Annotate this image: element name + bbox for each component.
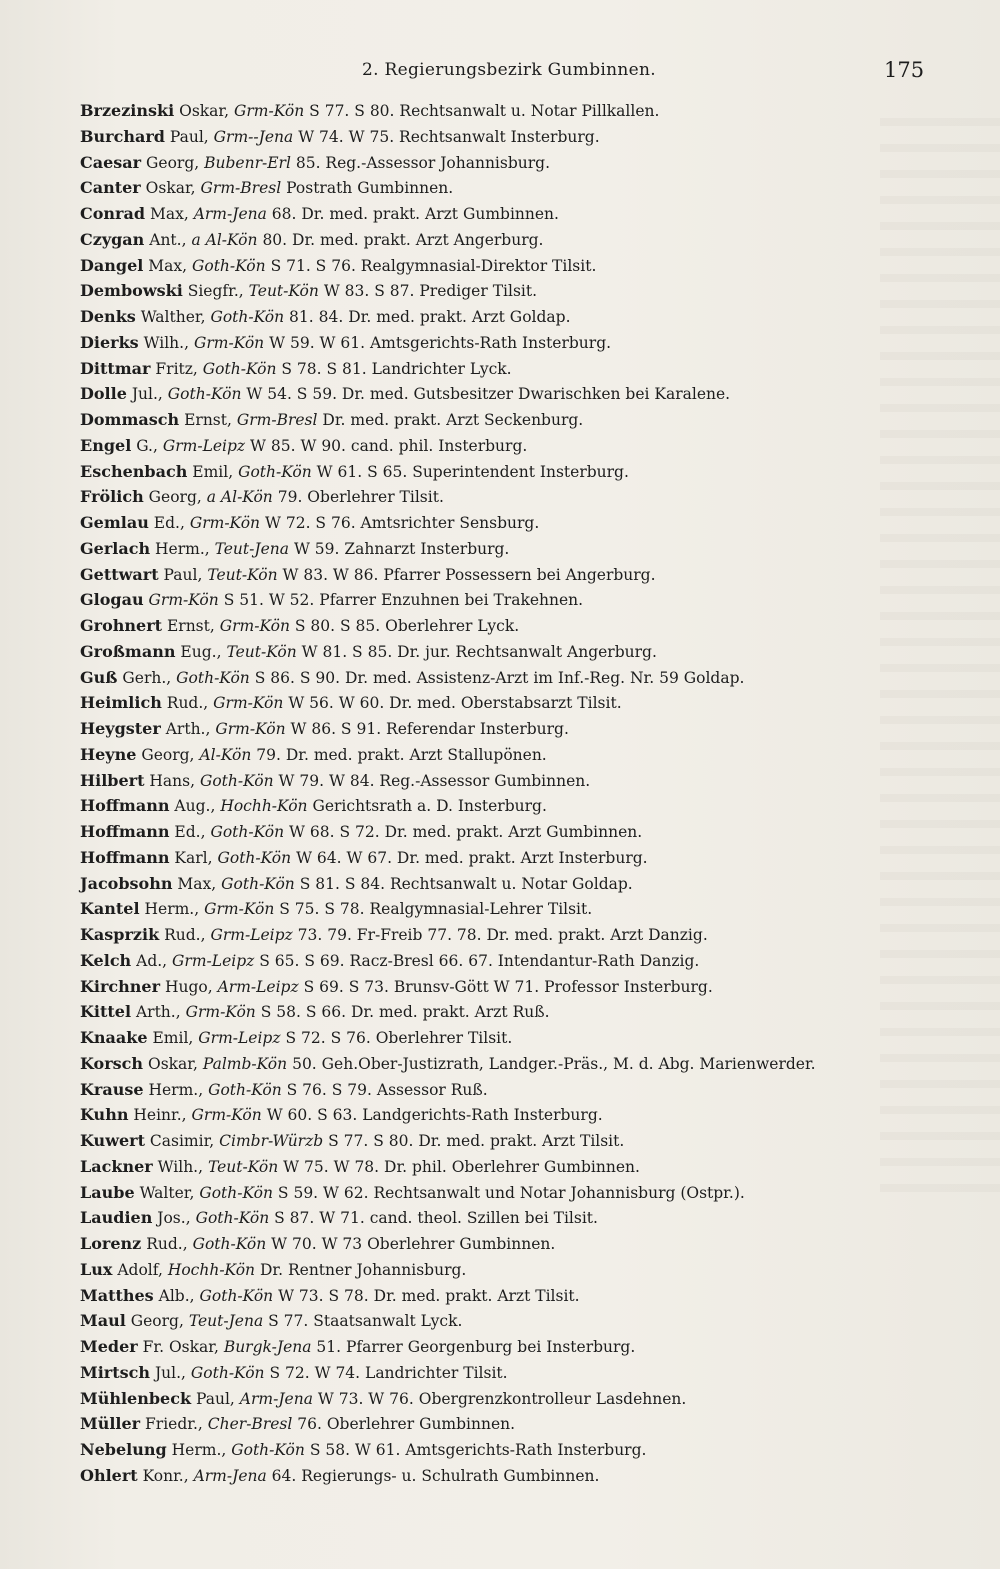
list-item xyxy=(80,227,980,253)
entry-surname: Gemlau xyxy=(80,513,149,532)
list-item xyxy=(80,124,980,150)
list-item xyxy=(80,1102,980,1128)
entry-surname: Glogau xyxy=(80,590,144,610)
entry-affiliation: Goth-Kön xyxy=(221,874,295,893)
entry-given-name: Heinr., xyxy=(133,1106,187,1125)
entry-affiliation: Goth-Kön xyxy=(191,256,266,275)
entry-surname: Denks xyxy=(80,307,136,326)
entry-affiliation: Burgk-Jena xyxy=(223,1338,312,1356)
entry-affiliation: Goth-Kön xyxy=(217,848,292,867)
entry-surname: Mühlenbeck xyxy=(80,1388,192,1408)
entry-affiliation: Grm-Kön xyxy=(189,514,261,532)
entry-surname: Maul xyxy=(80,1311,126,1331)
entry-given-name: Herm., xyxy=(148,1080,204,1099)
entry-detail: W 56. W 60. Dr. med. Oberstabsarzt Tilsit. xyxy=(288,694,622,713)
entry-affiliation: Grm-Kön xyxy=(148,591,219,610)
entry-given-name: Wilh., xyxy=(157,1157,204,1176)
entry-detail: W 74. W 75. Rechtsanwalt Insterburg. xyxy=(298,127,600,146)
entry-surname: Conrad xyxy=(80,204,146,223)
entry-detail: S 71. S 76. Realgymnasial-Direktor Tilsit. xyxy=(270,256,597,275)
entry-affiliation: Hochh-Kön xyxy=(220,797,308,816)
list-item xyxy=(80,665,980,691)
list-item xyxy=(80,304,980,330)
entry-given-name: Jos., xyxy=(157,1209,191,1228)
entry-affiliation: Grm-Leipz xyxy=(162,436,246,455)
list-item xyxy=(80,1411,980,1437)
entry-affiliation: Goth-Kön xyxy=(210,823,285,841)
list-item xyxy=(80,150,980,176)
entry-surname: Laudien xyxy=(80,1208,153,1228)
entry-given-name: Georg, xyxy=(130,1312,184,1331)
entry-affiliation: a Al-Kön xyxy=(206,488,273,507)
entry-detail: S 69. S 73. Brunsv-Gött W 71. Professor Insterburg. xyxy=(303,977,713,996)
entry-affiliation: Teut-Kön xyxy=(248,282,319,301)
entry-given-name: Casimir, xyxy=(149,1132,215,1150)
entry-given-name: Emil, xyxy=(192,462,234,481)
list-item xyxy=(80,587,980,613)
list-item xyxy=(80,356,980,382)
entry-detail: S 80. S 85. Oberlehrer Lyck. xyxy=(294,617,520,635)
entry-affiliation: Cher-Bresl xyxy=(207,1415,293,1434)
entry-given-name: Max, xyxy=(148,256,188,275)
list-item xyxy=(80,639,980,665)
list-item xyxy=(80,922,980,948)
entry-given-name: Herm., xyxy=(171,1441,227,1459)
entry-given-name: Eug., xyxy=(180,642,222,661)
entry-given-name: Arth., xyxy=(165,720,211,738)
entry-given-name: Aug., xyxy=(174,797,216,816)
entry-detail: 79. Dr. med. prakt. Arzt Stallupönen. xyxy=(256,745,547,764)
entry-given-name: Herm., xyxy=(155,539,210,558)
list-item xyxy=(80,1025,980,1051)
entry-given-name: Herm., xyxy=(144,900,200,919)
list-item xyxy=(80,845,980,871)
entry-detail: 81. 84. Dr. med. prakt. Arzt Goldap. xyxy=(289,308,571,326)
entry-given-name: Konr., xyxy=(142,1466,189,1485)
entry-surname: Eschenbach xyxy=(80,461,188,481)
entry-surname: Lackner xyxy=(80,1156,153,1176)
list-item xyxy=(80,407,980,433)
entry-detail: S 86. S 90. Dr. med. Assistenz-Arzt im Inf.-Reg. Nr. 59 Goldap. xyxy=(254,668,745,687)
list-item xyxy=(80,819,980,845)
list-item xyxy=(80,716,980,742)
list-item xyxy=(80,175,980,201)
entry-detail: W 73. S 78. Dr. med. prakt. Arzt Tilsit. xyxy=(278,1286,580,1305)
entry-surname: Meder xyxy=(80,1337,138,1356)
entry-surname: Heygster xyxy=(80,719,161,738)
entry-detail: W 75. W 78. Dr. phil. Oberlehrer Gumbinnen. xyxy=(283,1157,640,1176)
entry-affiliation: Teut-Kön xyxy=(207,1157,279,1176)
entry-detail: W 72. S 76. Amtsrichter Sensburg. xyxy=(264,514,540,532)
entry-detail: S 81. S 84. Rechtsanwalt u. Notar Goldap. xyxy=(299,874,633,893)
entry-affiliation: Grm-Kön xyxy=(215,720,286,738)
list-item xyxy=(80,1154,980,1180)
list-item xyxy=(80,510,980,536)
page-header xyxy=(0,58,1000,88)
entry-surname: Matthes xyxy=(80,1285,154,1305)
entry-surname: Czygan xyxy=(80,229,145,249)
entry-surname: Kuwert xyxy=(80,1131,145,1150)
entry-given-name: Alb., xyxy=(158,1286,195,1305)
entry-affiliation: Grm-Kön xyxy=(213,694,284,713)
entry-detail: W 86. S 91. Referendar Insterburg. xyxy=(290,720,569,738)
list-item xyxy=(80,690,980,716)
entry-given-name: Georg, xyxy=(148,488,202,507)
entry-detail: W 70. W 73 Oberlehrer Gumbinnen. xyxy=(271,1235,556,1253)
entry-detail: W 54. S 59. Dr. med. Gutsbesitzer Dwarischken bei Karalene. xyxy=(246,385,731,404)
entry-affiliation: Goth-Kön xyxy=(195,1209,270,1228)
entry-given-name: Oskar, xyxy=(147,1054,198,1073)
entry-given-name: Fr. Oskar, xyxy=(142,1338,219,1356)
entry-affiliation: Goth-Kön xyxy=(199,1183,273,1202)
entry-surname: Hoffmann xyxy=(80,822,170,841)
entry-detail: 79. Oberlehrer Tilsit. xyxy=(277,488,444,507)
entry-detail: Dr. med. prakt. Arzt Seckenburg. xyxy=(322,411,584,429)
entry-detail: 68. Dr. med. prakt. Arzt Gumbinnen. xyxy=(271,205,559,223)
entry-affiliation: Grm-Leipz xyxy=(172,951,255,970)
entry-given-name: Ernst, xyxy=(166,617,215,635)
entry-given-name: Fritz, xyxy=(155,359,198,378)
entry-given-name: Oskar, xyxy=(179,102,230,120)
entry-given-name: Adolf, xyxy=(117,1260,163,1279)
entry-detail: W 85. W 90. cand. phil. Insterburg. xyxy=(250,436,528,455)
list-item xyxy=(80,201,980,227)
entry-affiliation: Goth-Kön xyxy=(190,1363,265,1382)
entry-detail: W 59. W 61. Amtsgerichts-Rath Insterburg. xyxy=(269,333,612,352)
list-item xyxy=(80,381,980,407)
entry-given-name: Friedr., xyxy=(145,1415,203,1434)
entry-detail: S 51. W 52. Pfarrer Enzuhnen bei Trakehnen. xyxy=(223,591,584,610)
entry-affiliation: Grm-Kön xyxy=(191,1106,262,1125)
list-item xyxy=(80,536,980,562)
entry-affiliation: Goth-Kön xyxy=(202,359,277,378)
entry-affiliation: Goth-Kön xyxy=(238,462,312,481)
entry-given-name: Walther, xyxy=(140,308,206,326)
entry-given-name: Max, xyxy=(149,205,189,223)
member-list xyxy=(80,98,980,1489)
entry-given-name: G., xyxy=(136,436,158,455)
entry-detail: S 58. S 66. Dr. med. prakt. Arzt Ruß. xyxy=(260,1003,550,1022)
entry-given-name: Max, xyxy=(177,874,217,893)
entry-detail: 80. Dr. med. prakt. Arzt Angerburg. xyxy=(262,230,544,249)
list-item xyxy=(80,1283,980,1309)
entry-affiliation: Goth-Kön xyxy=(210,308,285,326)
entry-surname: Korsch xyxy=(80,1053,144,1073)
entry-affiliation: Teut-Jena xyxy=(214,539,289,558)
entry-surname: Kantel xyxy=(80,899,140,919)
entry-surname: Dittmar xyxy=(80,358,151,378)
list-item xyxy=(80,742,980,768)
entry-detail: S 76. S 79. Assessor Ruß. xyxy=(286,1080,488,1099)
entry-affiliation: Bubenr-Erl xyxy=(204,153,291,172)
entry-surname: Grohnert xyxy=(80,616,163,635)
entry-surname: Brzezinski xyxy=(80,101,175,120)
entry-detail: W 64. W 67. Dr. med. prakt. Arzt Insterburg. xyxy=(296,848,648,867)
entry-surname: Dembowski xyxy=(80,281,183,301)
entry-detail: W 83. S 87. Prediger Tilsit. xyxy=(323,282,538,301)
entry-detail: W 59. Zahnarzt Insterburg. xyxy=(293,539,510,558)
list-item xyxy=(80,278,980,304)
list-item xyxy=(80,330,980,356)
entry-affiliation: Grm-Kön xyxy=(204,900,275,919)
entry-surname: Jacobsohn xyxy=(80,873,173,893)
entry-given-name: Paul, xyxy=(169,127,209,146)
entry-surname: Heyne xyxy=(80,744,137,764)
entry-affiliation: Teut-Kön xyxy=(207,565,278,584)
entry-given-name: Jul., xyxy=(131,385,163,404)
entry-surname: Nebelung xyxy=(80,1440,167,1459)
entry-affiliation: Grm-Kön xyxy=(219,617,290,635)
list-item xyxy=(80,1334,980,1360)
entry-surname: Burchard xyxy=(80,126,165,146)
list-item xyxy=(80,1308,980,1334)
entry-surname: Mirtsch xyxy=(80,1362,150,1382)
entry-detail: Gerichtsrath a. D. Insterburg. xyxy=(312,797,547,816)
list-item xyxy=(80,948,980,974)
entry-surname: Kasprzik xyxy=(80,925,160,944)
list-item xyxy=(80,1257,980,1283)
entry-detail: W 83. W 86. Pfarrer Possessern bei Angerburg. xyxy=(282,565,656,584)
entry-given-name: Ad., xyxy=(136,951,168,970)
entry-surname: Hoffmann xyxy=(80,796,170,816)
entry-affiliation: Goth-Kön xyxy=(167,385,242,404)
entry-given-name: Rud., xyxy=(164,926,206,944)
entry-given-name: Rud., xyxy=(146,1235,188,1253)
running-title: 2. Regierungsbezirk Gumbinnen. xyxy=(362,60,656,80)
list-item xyxy=(80,562,980,588)
list-item xyxy=(80,1463,980,1489)
list-item xyxy=(80,613,980,639)
entry-affiliation: Goth-Kön xyxy=(199,771,274,790)
entry-given-name: Walter, xyxy=(139,1183,195,1202)
entry-given-name: Jul., xyxy=(154,1363,186,1382)
list-item xyxy=(80,1051,980,1077)
list-item xyxy=(80,253,980,279)
list-item xyxy=(80,1077,980,1103)
list-item xyxy=(80,1360,980,1386)
entry-surname: Dangel xyxy=(80,255,144,275)
entry-surname: Dolle xyxy=(80,384,127,404)
list-item xyxy=(80,871,980,897)
entry-detail: 51. Pfarrer Georgenburg bei Insterburg. xyxy=(316,1338,636,1356)
entry-detail: W 60. S 63. Landgerichts-Rath Insterburg. xyxy=(266,1106,603,1125)
list-item xyxy=(80,1386,980,1412)
list-item xyxy=(80,974,980,1000)
entry-surname: Frölich xyxy=(80,487,144,507)
entry-affiliation: Arm-Leipz xyxy=(217,977,299,996)
entry-detail: 85. Reg.-Assessor Johannisburg. xyxy=(295,153,551,172)
entry-given-name: Ed., xyxy=(153,514,185,532)
entry-given-name: Hans, xyxy=(149,771,196,790)
entry-surname: Kirchner xyxy=(80,976,161,996)
entry-given-name: Paul, xyxy=(196,1389,235,1408)
list-item xyxy=(80,1205,980,1231)
entry-detail: S 72. W 74. Landrichter Tilsit. xyxy=(269,1363,508,1382)
entry-given-name: Siegfr., xyxy=(187,282,244,301)
entry-surname: Engel xyxy=(80,435,132,455)
entry-detail: S 65. S 69. Racz-Bresl 66. 67. Intendantur-Rath Danzig. xyxy=(259,951,700,970)
list-item xyxy=(80,999,980,1025)
entry-affiliation: Cimbr-Würzb xyxy=(219,1132,324,1150)
entry-surname: Kelch xyxy=(80,950,132,970)
entry-surname: Hilbert xyxy=(80,770,145,790)
entry-detail: S 77. Staatsanwalt Lyck. xyxy=(268,1312,463,1331)
entry-affiliation: Arm-Jena xyxy=(193,1466,267,1485)
entry-given-name: Oskar, xyxy=(145,179,196,198)
entry-affiliation: Teut-Kön xyxy=(226,642,297,661)
entry-detail: S 75. S 78. Realgymnasial-Lehrer Tilsit. xyxy=(279,900,593,919)
entry-detail: S 87. W 71. cand. theol. Szillen bei Tilsit. xyxy=(274,1209,598,1228)
entry-detail: W 73. W 76. Obergrenzkontrolleur Lasdehnen. xyxy=(317,1389,687,1408)
entry-surname: Lux xyxy=(80,1259,113,1279)
entry-detail: S 72. S 76. Oberlehrer Tilsit. xyxy=(285,1029,513,1047)
entry-affiliation: Goth-Kön xyxy=(231,1441,305,1459)
entry-affiliation: a Al-Kön xyxy=(191,230,258,249)
entry-surname: Hoffmann xyxy=(80,847,170,867)
entry-affiliation: Arm-Jena xyxy=(193,205,267,223)
entry-given-name: Hugo, xyxy=(164,977,213,996)
entry-detail: 50. Geh.Ober-Justizrath, Landger.-Präs., M. d. Abg. Marienwerder. xyxy=(292,1054,816,1073)
entry-affiliation: Teut-Jena xyxy=(188,1312,264,1331)
entry-affiliation: Grm-Kön xyxy=(234,102,305,120)
list-item xyxy=(80,1437,980,1463)
entry-surname: Müller xyxy=(80,1414,141,1434)
entry-surname: Heimlich xyxy=(80,693,162,713)
entry-surname: Dommasch xyxy=(80,410,180,429)
entry-detail: W 68. S 72. Dr. med. prakt. Arzt Gumbinnen. xyxy=(289,823,643,841)
entry-surname: Guß xyxy=(80,667,118,687)
entry-given-name: Wilh., xyxy=(143,333,190,352)
entry-affiliation: Grm-Leipz xyxy=(198,1029,281,1047)
entry-given-name: Rud., xyxy=(166,694,209,713)
entry-given-name: Karl, xyxy=(174,848,213,867)
entry-surname: Krause xyxy=(80,1079,144,1099)
entry-affiliation: Grm-Bresl xyxy=(236,411,318,429)
page-number: 175 xyxy=(884,58,925,82)
entry-affiliation: Palmb-Kön xyxy=(202,1054,288,1073)
list-item xyxy=(80,1128,980,1154)
entry-given-name: Georg, xyxy=(141,745,195,764)
entry-affiliation: Grm-Kön xyxy=(185,1003,256,1022)
entry-given-name: Gerh., xyxy=(122,668,172,687)
entry-detail: 73. 79. Fr-Freib 77. 78. Dr. med. prakt. Arzt Danzig. xyxy=(297,926,708,944)
entry-detail: W 61. S 65. Superintendent Insterburg. xyxy=(316,462,629,481)
entry-detail: W 79. W 84. Reg.-Assessor Gumbinnen. xyxy=(278,771,591,790)
entry-given-name: Emil, xyxy=(152,1029,194,1047)
entry-detail: S 78. S 81. Landrichter Lyck. xyxy=(281,359,512,378)
list-item xyxy=(80,1231,980,1257)
list-item xyxy=(80,896,980,922)
entry-affiliation: Grm--Jena xyxy=(213,127,294,146)
entry-affiliation: Goth-Kön xyxy=(176,668,250,687)
entry-detail: S 77. S 80. Rechtsanwalt u. Notar Pillkallen. xyxy=(309,102,660,120)
entry-surname: Knaake xyxy=(80,1028,148,1047)
list-item xyxy=(80,98,980,124)
entry-affiliation: Hochh-Kön xyxy=(167,1260,256,1279)
list-item xyxy=(80,433,980,459)
entry-affiliation: Grm-Leipz xyxy=(210,926,293,944)
entry-detail: S 59. W 62. Rechtsanwalt und Notar Johannisburg (Ostpr.). xyxy=(277,1183,745,1202)
entry-surname: Canter xyxy=(80,178,141,198)
entry-given-name: Paul, xyxy=(163,565,203,584)
entry-affiliation: Goth-Kön xyxy=(199,1286,274,1305)
entry-surname: Großmann xyxy=(80,641,176,661)
entry-surname: Dierks xyxy=(80,332,139,352)
list-item xyxy=(80,1180,980,1206)
entry-affiliation: Goth-Kön xyxy=(208,1080,282,1099)
entry-detail: S 77. S 80. Dr. med. prakt. Arzt Tilsit. xyxy=(328,1132,625,1150)
entry-given-name: Ant., xyxy=(149,230,187,249)
list-item xyxy=(80,459,980,485)
entry-surname: Laube xyxy=(80,1182,135,1202)
entry-surname: Kuhn xyxy=(80,1105,129,1125)
entry-affiliation: Al-Kön xyxy=(199,745,252,764)
entry-affiliation: Arm-Jena xyxy=(239,1389,313,1408)
list-item xyxy=(80,484,980,510)
entry-detail: 76. Oberlehrer Gumbinnen. xyxy=(297,1415,516,1434)
entry-surname: Kittel xyxy=(80,1002,132,1022)
entry-given-name: Georg, xyxy=(146,153,200,172)
entry-detail: Postrath Gumbinnen. xyxy=(286,179,454,198)
entry-detail: S 58. W 61. Amtsgerichts-Rath Insterburg. xyxy=(309,1441,647,1459)
list-item xyxy=(80,793,980,819)
entry-affiliation: Grm-Bresl xyxy=(200,179,282,198)
entry-detail: Dr. Rentner Johannisburg. xyxy=(259,1260,467,1279)
entry-given-name: Arth., xyxy=(135,1003,181,1022)
entry-surname: Gettwart xyxy=(80,564,159,584)
entry-detail: W 81. S 85. Dr. jur. Rechtsanwalt Angerburg. xyxy=(301,642,657,661)
entry-surname: Ohlert xyxy=(80,1465,138,1485)
entry-given-name: Ernst, xyxy=(184,411,232,429)
entry-surname: Gerlach xyxy=(80,538,151,558)
entry-affiliation: Goth-Kön xyxy=(192,1235,267,1253)
entry-affiliation: Grm-Kön xyxy=(193,333,265,352)
entry-detail: 64. Regierungs- u. Schulrath Gumbinnen. xyxy=(271,1466,600,1485)
entry-surname: Caesar xyxy=(80,152,142,172)
entry-surname: Lorenz xyxy=(80,1234,142,1253)
list-item xyxy=(80,768,980,794)
entry-given-name: Ed., xyxy=(174,823,206,841)
